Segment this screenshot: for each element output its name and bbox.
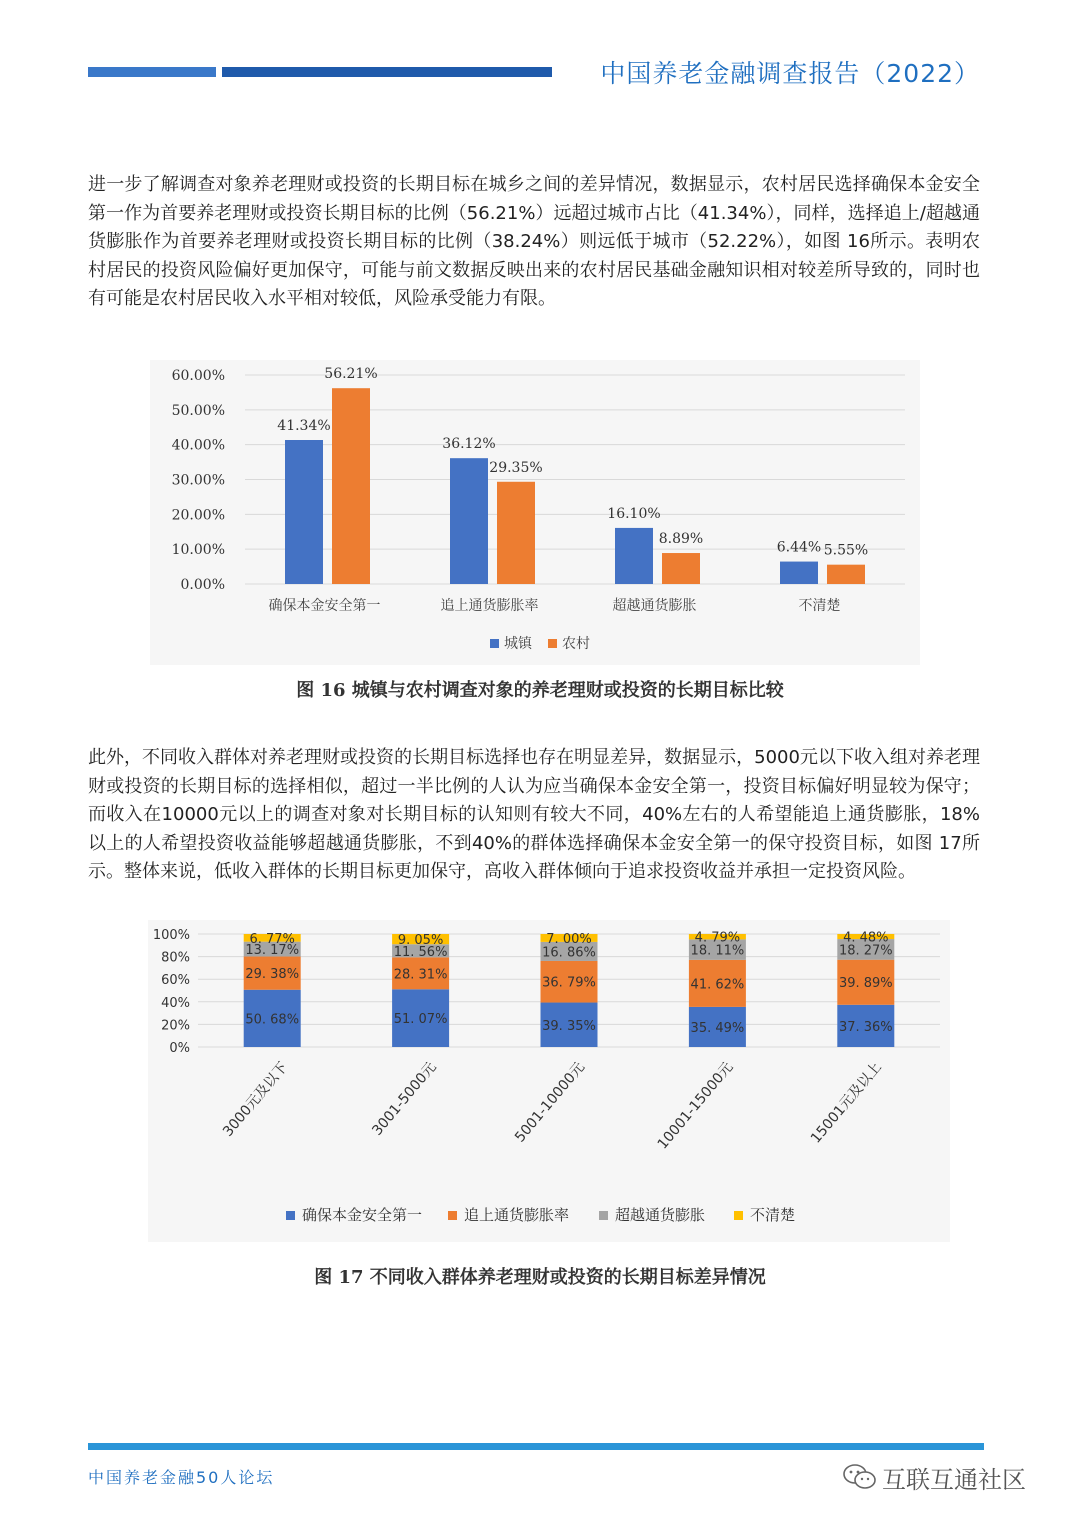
bar-城镇 bbox=[780, 562, 818, 584]
x-category-label: 15001元及以上 bbox=[807, 1059, 885, 1147]
bar-农村 bbox=[497, 482, 535, 584]
data-label: 50. 68% bbox=[245, 1012, 300, 1028]
legend-swatch bbox=[548, 639, 557, 648]
y-tick-label: 0.00% bbox=[180, 577, 225, 593]
data-label: 36. 79% bbox=[542, 975, 596, 991]
bar-城镇 bbox=[615, 528, 653, 584]
y-tick-label: 60% bbox=[161, 973, 190, 989]
data-label: 37. 36% bbox=[838, 1019, 893, 1035]
data-label: 8.89% bbox=[658, 531, 704, 548]
x-category-label: 不清楚 bbox=[798, 598, 841, 614]
data-label: 18. 11% bbox=[690, 943, 745, 959]
x-category-label: 10001-15000元 bbox=[654, 1059, 737, 1153]
y-tick-label: 10.00% bbox=[171, 542, 225, 559]
y-tick-label: 30.00% bbox=[171, 472, 225, 489]
legend-label: 农村 bbox=[562, 636, 590, 652]
y-tick-label: 60.00% bbox=[171, 368, 225, 384]
data-label: 35. 49% bbox=[690, 1020, 745, 1036]
data-label: 51. 07% bbox=[393, 1012, 448, 1028]
figure-16-chart bbox=[150, 360, 920, 665]
y-tick-label: 0% bbox=[169, 1041, 190, 1056]
data-label: 29.35% bbox=[489, 459, 543, 476]
paragraph-income-groups: 此外，不同收入群体对养老理财或投资的长期目标选择也存在明显差异，数据显示，5000元以下收入组对养老理财或投资的长期目标的选择相似，超过一半比例的人认为应当确保本金安全第一，投资目标偏好明显较为保守；而收入在10000元以上的调查对象对长期目标的认知则有较大不同，40%左右的人希望能追上通货膨胀，18%以上的人希望投资收益能够超越通货膨胀，不到40%的群体选择确保本金安全第一的保守投资目标，如图 17所示。整体来说，低收入群体的长期目标更加保守，高收入群体倾向于追求投资收益并承担一定投资风险。 bbox=[88, 747, 980, 882]
data-label: 5.55% bbox=[823, 542, 869, 559]
footer-org-name: 中国养老金融50人论坛 bbox=[88, 1468, 275, 1487]
figure-17-svg bbox=[148, 920, 950, 1242]
legend-swatch bbox=[490, 639, 499, 648]
y-tick-label: 100% bbox=[152, 928, 190, 943]
data-label: 29. 38% bbox=[245, 967, 300, 983]
legend-label: 不清楚 bbox=[750, 1206, 796, 1224]
x-category-label: 超越通货膨胀 bbox=[612, 598, 697, 614]
y-tick-label: 40% bbox=[161, 995, 190, 1011]
page-header-title: 中国养老金融调查报告（2022） bbox=[600, 59, 980, 88]
data-label: 6. 77% bbox=[249, 931, 295, 947]
legend-label: 城镇 bbox=[504, 636, 532, 652]
data-label: 13. 17% bbox=[245, 943, 300, 959]
bar-城镇 bbox=[285, 440, 323, 584]
data-label: 4. 79% bbox=[694, 930, 741, 946]
data-label: 18. 27% bbox=[838, 943, 893, 959]
bar-农村 bbox=[662, 553, 700, 584]
data-label: 16. 86% bbox=[542, 945, 596, 961]
legend-label: 追上通货膨胀率 bbox=[464, 1206, 570, 1224]
y-tick-label: 20% bbox=[161, 1018, 190, 1034]
figure-17-caption: 图 17 不同收入群体养老理财或投资的长期目标差异情况 bbox=[314, 1267, 766, 1288]
data-label: 39. 35% bbox=[542, 1018, 596, 1034]
figure-16-caption: 图 16 城镇与农村调查对象的养老理财或投资的长期目标比较 bbox=[296, 680, 784, 701]
legend-label: 超越通货膨胀 bbox=[615, 1206, 706, 1224]
data-label: 16.10% bbox=[607, 505, 661, 522]
bar-城镇 bbox=[450, 458, 488, 584]
figure-16-svg bbox=[150, 360, 920, 665]
legend-swatch bbox=[734, 1211, 743, 1220]
y-tick-label: 20.00% bbox=[171, 507, 225, 524]
legend-swatch bbox=[286, 1211, 295, 1220]
data-label: 9. 05% bbox=[397, 933, 444, 949]
data-label: 41.34% bbox=[277, 417, 331, 434]
x-category-label: 追上通货膨胀率 bbox=[440, 598, 539, 614]
wechat-icon bbox=[842, 1462, 878, 1492]
bar-农村 bbox=[332, 388, 370, 584]
y-tick-label: 40.00% bbox=[171, 437, 225, 454]
x-category-label: 5001-10000元 bbox=[512, 1059, 589, 1146]
data-label: 39. 89% bbox=[838, 976, 893, 992]
data-label: 41. 62% bbox=[690, 977, 745, 993]
data-label: 36.12% bbox=[442, 436, 496, 453]
y-tick-label: 50.00% bbox=[171, 402, 225, 419]
x-category-label: 3001-5000元 bbox=[369, 1059, 440, 1139]
footer-watermark-text: 互联互通社区 bbox=[882, 1466, 1026, 1494]
data-label: 28. 31% bbox=[393, 967, 448, 983]
data-label: 4. 48% bbox=[843, 930, 889, 946]
header-accent-bar-dark bbox=[222, 67, 552, 77]
legend-swatch bbox=[599, 1211, 608, 1220]
bar-农村 bbox=[827, 565, 865, 584]
data-label: 11. 56% bbox=[393, 944, 448, 960]
x-category-label: 3000元及以下 bbox=[220, 1059, 292, 1140]
data-label: 56.21% bbox=[324, 366, 378, 383]
header-accent-bar-light bbox=[88, 67, 216, 77]
y-tick-label: 80% bbox=[161, 950, 190, 966]
data-label: 6.44% bbox=[776, 539, 822, 556]
figure-17-chart bbox=[148, 920, 950, 1242]
x-category-label: 确保本金安全第一 bbox=[268, 598, 381, 614]
legend-label: 确保本金安全第一 bbox=[302, 1206, 423, 1224]
legend-swatch bbox=[448, 1211, 457, 1220]
paragraph-urban-rural: 进一步了解调查对象养老理财或投资的长期目标在城乡之间的差异情况，数据显示，农村居民选择确保本金安全第一作为首要养老理财或投资长期目标的比例（56.21%）远超过城市占比（41.34%），同样，选择追上/超越通货膨胀作为首要养老理财或投资长期目标的比例（38.24%）则远低于城市（52.22%），如图 16所示。表明农村居民的投资风险偏好更加保守，可能与前文数据反映出来的农村居民基础金融知识相对较差所导致的，同时也有可能是农村居民收入水平相对较低，风险承受能力有限。 bbox=[88, 174, 980, 309]
footer-divider bbox=[88, 1443, 984, 1450]
data-label: 7. 00% bbox=[546, 931, 592, 947]
